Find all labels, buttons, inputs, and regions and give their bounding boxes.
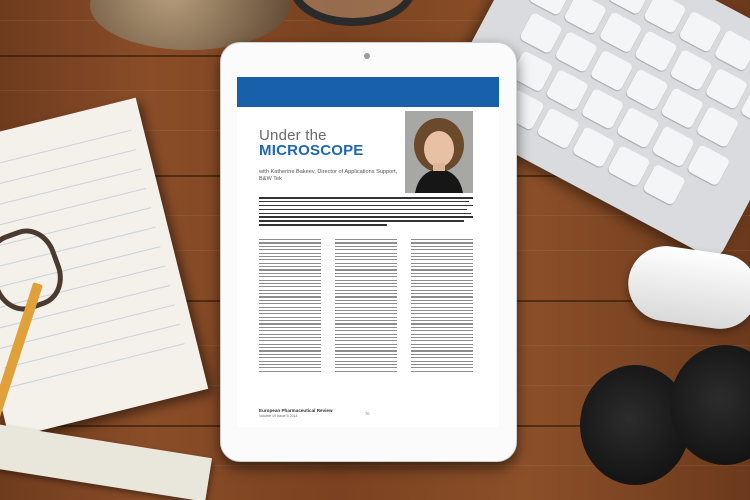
article-title-line2: MICROSCOPE xyxy=(259,142,364,159)
issue-info: Volume 19 Issue 5 2014 xyxy=(259,414,298,418)
publication-name: European Pharmaceutical Review xyxy=(259,408,333,413)
text-column-2 xyxy=(335,239,397,374)
tablet-screen xyxy=(237,77,499,427)
magnifying-glass xyxy=(290,0,416,26)
page-number: 70 xyxy=(365,411,370,416)
article-title-line1: Under the xyxy=(259,127,327,144)
header-band xyxy=(237,77,499,107)
author-photo xyxy=(405,111,473,193)
computer-mouse xyxy=(623,241,750,333)
text-column-3 xyxy=(411,239,473,374)
intro-paragraph xyxy=(259,197,473,228)
camera-dot xyxy=(364,53,370,59)
article-byline: with Katherine Bakeev, Director of Applications Support, B&W Tek xyxy=(259,169,398,182)
text-column-1 xyxy=(259,239,321,374)
ruler xyxy=(0,422,212,500)
headphones xyxy=(560,335,750,500)
tablet xyxy=(220,42,517,462)
